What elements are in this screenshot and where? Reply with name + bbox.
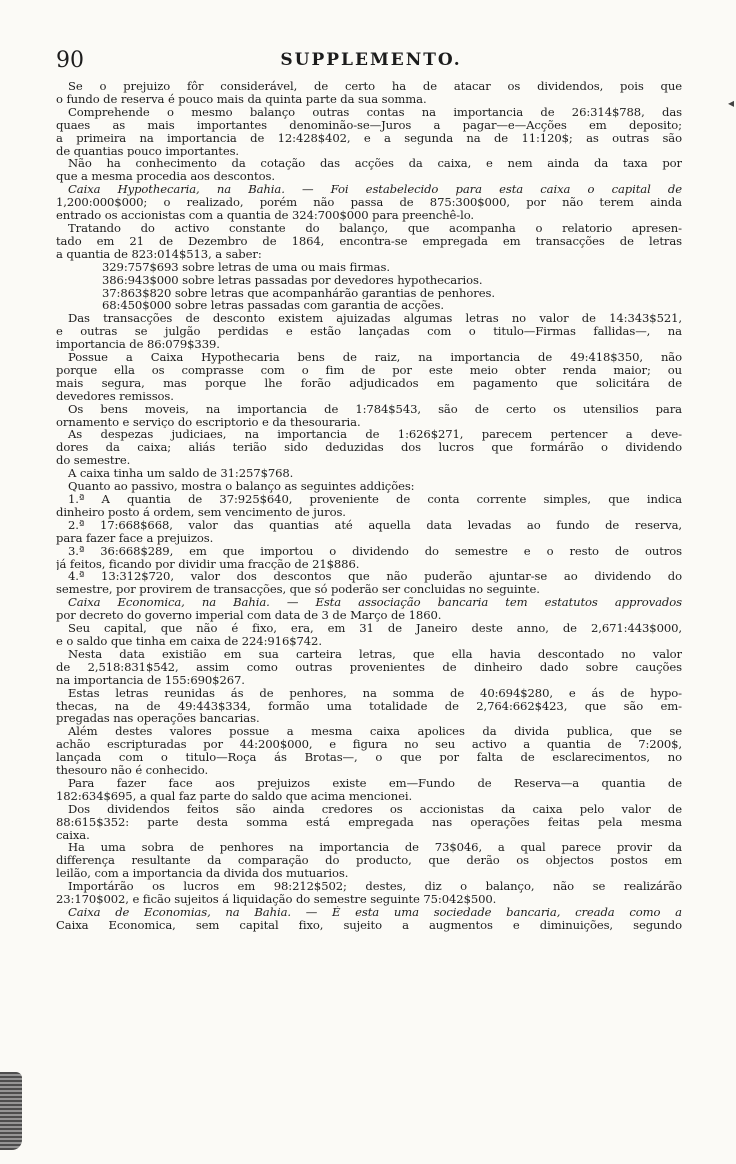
text-line: Nesta data existião em sua carteira letras, que ella havia descontado no valor bbox=[68, 647, 682, 661]
text-line: 1.ª A quantia de 37:925$640, proveniente de conta corrente simples, que indica bbox=[68, 493, 682, 506]
text-line: já feitos, ficando por dividir uma fracção de 21$886. bbox=[56, 557, 360, 571]
text-line: dores da caixa; aliás terião sido deduzidas dos lucros que formárão o dividendo bbox=[56, 441, 682, 455]
text-line: Caixa Economica, sem capital fixo, sujeito a augmentos e diminuições, segundo bbox=[56, 918, 682, 932]
text-line: achão escripturadas por 44:200$000, e figura no seu activo a quantia de 7:200$, bbox=[56, 738, 682, 752]
text-line: As despezas judiciaes, na importancia de 1:626$271, parecem pertencer a deve- bbox=[68, 428, 682, 442]
text-line: 4.ª 13:312$720, valor dos descontos que não puderão ajuntar-se ao dividendo do bbox=[68, 570, 682, 584]
text-line: a primeira na importancia de 12:428$402, e a segunda na de 11:120$; as outras são bbox=[56, 131, 682, 145]
body-text bbox=[56, 80, 682, 932]
text-line: Importárão os lucros em 98:212$502; destes, diz o balanço, não se realizárão bbox=[68, 880, 682, 894]
text-line: Ha uma sobra de penhores na importancia de 73$046, a qual parece provir da bbox=[68, 841, 682, 855]
text-line: de 2,518:831$542, assim como outras provenientes de dinheiro dado sobre cauções bbox=[56, 660, 682, 674]
text-line: Quanto ao passivo, mostra o balanço as seguintes addições: bbox=[68, 480, 415, 493]
margin-mark: ◂ bbox=[728, 96, 735, 110]
text-line: de quantias pouco importantes. bbox=[56, 144, 240, 158]
binding-edge bbox=[0, 1072, 22, 1150]
text-line: A caixa tinha um saldo de 31:257$768. bbox=[68, 467, 294, 481]
text-line: devedores remissos. bbox=[56, 389, 174, 403]
text-line: Caixa Hypothecaria, na Bahia. — Foi estabelecido para esta caixa o capital de bbox=[68, 183, 682, 197]
page-header bbox=[56, 48, 686, 74]
text-line: Dos dividendos feitos são ainda credores os accionistas da caixa pelo valor de bbox=[68, 802, 682, 816]
page-number: 90 bbox=[56, 48, 84, 73]
text-line: 23:170$002, e ficão sujeitos á liquidação do semestre seguinte 75:042$500. bbox=[56, 893, 497, 906]
list-item: 68:450$000 sobre letras passadas com garantia de acções. bbox=[102, 299, 444, 313]
text-line: a quantia de 823:014$513, a saber: bbox=[56, 247, 262, 261]
text-line: Estas letras reunidas ás de penhores, na somma de 40:694$280, e ás de hypo- bbox=[68, 686, 682, 700]
running-title: SUPPLEMENTO. bbox=[280, 50, 462, 70]
text-line: Tratando do activo constante do balanço, que acompanha o relatorio apresen- bbox=[68, 221, 682, 235]
text-line: mais segura, mas porque lhe forão adjudicados em pagamento que solicitára de bbox=[56, 376, 682, 390]
text-line: differença resultante da comparação do producto, que derão os objectos postos em bbox=[56, 854, 682, 868]
text-line: porque ella os comprasse com o fim de por este meio obter renda maior; ou bbox=[56, 363, 682, 377]
text-line: Possue a Caixa Hypothecaria bens de raiz, na importancia de 49:418$350, não bbox=[68, 351, 682, 364]
text-line: o fundo de reserva é pouco mais da quinta parte da sua somma. bbox=[56, 92, 427, 106]
text-line: Para fazer face aos prejuizos existe em—Fundo de Reserva—a quantia de bbox=[68, 776, 682, 790]
text-line: semestre, por provirem de transacções, que só poderão ser concluidas no seguinte. bbox=[56, 583, 540, 597]
text-line: e outras se julgão perdidas e estão lançadas com o titulo—Firmas fallidas—, na bbox=[56, 325, 682, 339]
text-line: caixa. bbox=[56, 828, 90, 842]
text-line: importancia de 86:079$339. bbox=[56, 338, 220, 352]
text-line: Comprehende o mesmo balanço outras contas na importancia de 26:314$788, das bbox=[68, 105, 682, 119]
text-line: dinheiro posto á ordem, sem vencimento de juros. bbox=[56, 505, 346, 519]
list-item: 329:757$693 sobre letras de uma ou mais firmas. bbox=[102, 260, 390, 274]
text-line: 182:634$695, a qual faz parte do saldo que acima mencionei. bbox=[56, 789, 413, 803]
text-line: thecas, na de 49:443$334, formão uma totalidade de 2,764:662$423, que são em- bbox=[56, 699, 682, 713]
text-line: Seu capital, que não é fixo, era, em 31 de Janeiro deste anno, de 2,671:443$000, bbox=[68, 622, 682, 635]
text-line: e o saldo que tinha em caixa de 224:916$742. bbox=[56, 634, 322, 648]
text-line: por decreto do governo imperial com data de 3 de Março de 1860. bbox=[56, 609, 442, 623]
text-line: entrado os accionistas com a quantia de 324:700$000 para preenchê-lo. bbox=[56, 209, 474, 222]
text-line: Das transacções de desconto existem ajuizadas algumas letras no valor de 14:343$521, bbox=[68, 312, 682, 326]
text-line: 3.ª 36:668$289, em que importou o dividendo do semestre e o resto de outros bbox=[68, 544, 682, 558]
text-line: que a mesma procedia aos descontos. bbox=[56, 170, 275, 184]
text-line: lançada com o titulo—Roça ás Brotas—, o que por falta de esclarecimentos, no bbox=[56, 751, 682, 765]
list-item: 386:943$000 sobre letras passadas por devedores hypothecarios. bbox=[102, 273, 483, 287]
text-line: 2.ª 17:668$668, valor das quantias até aquella data levadas ao fundo de reserva, bbox=[68, 518, 682, 532]
text-line: Caixa Economica, na Bahia. — Esta associação bancaria tem estatutos approvados bbox=[68, 596, 682, 610]
text-line: ornamento e serviço do escriptorio e da thesouraria. bbox=[56, 415, 361, 429]
text-line: Se o prejuizo fôr considerável, de certo ha de atacar os dividendos, pois que bbox=[68, 80, 682, 93]
text-line: 1,200:000$000; o realizado, porém não passa de 875:300$000, por não terem ainda bbox=[56, 196, 682, 210]
text-line: pregadas nas operações bancarias. bbox=[56, 712, 260, 726]
text-line: Caixa de Economias, na Bahia. — É esta uma sociedade bancaria, creada como a bbox=[68, 906, 682, 919]
text-line: do semestre. bbox=[56, 454, 131, 468]
text-line: leilão, com a importancia da divida dos mutuarios. bbox=[56, 867, 349, 881]
text-line: 88:615$352: parte desta somma está empregada nas operações feitas pela mesma bbox=[56, 815, 682, 829]
text-line: thesouro não é conhecido. bbox=[56, 764, 209, 777]
text-line: na importancia de 155:690$267. bbox=[56, 673, 245, 687]
text-line: para fazer face a prejuizos. bbox=[56, 531, 214, 545]
text-line: Não ha conhecimento da cotação das acções da caixa, e nem ainda da taxa por bbox=[68, 157, 682, 171]
text-line: quaes as mais importantes denominão-se—Juros a pagar—e—Acções em deposito; bbox=[56, 118, 682, 132]
text-line: Os bens moveis, na importancia de 1:784$543, são de certo os utensilios para bbox=[68, 402, 682, 416]
text-line: tado em 21 de Dezembro de 1864, encontra-se empregada em transacções de letras bbox=[56, 234, 682, 248]
text-line: Além destes valores possue a mesma caixa apolices da divida publica, que se bbox=[68, 725, 682, 739]
list-item: 37:863$820 sobre letras que acompanhárão garantias de penhores. bbox=[102, 286, 495, 300]
